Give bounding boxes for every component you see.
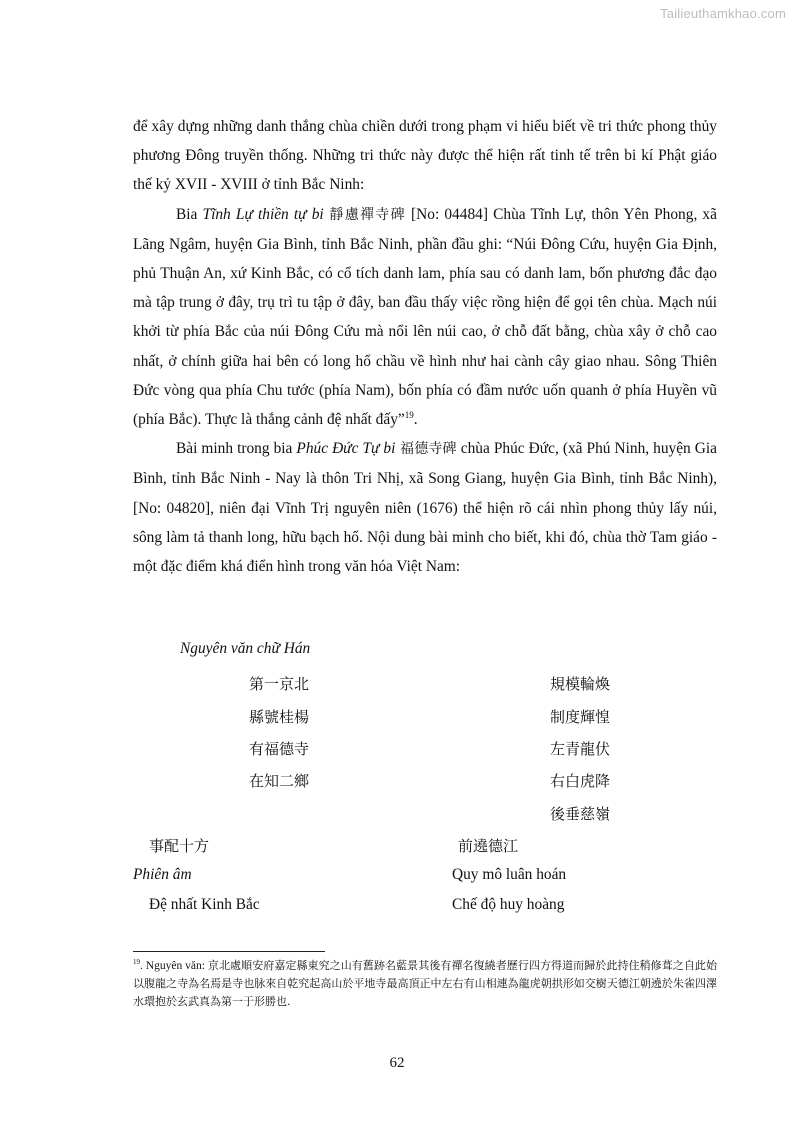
poem-left-line-2: 縣號桂楊 <box>249 708 310 726</box>
p2-body: [No: 04484] Chùa Tĩnh Lự, thôn Yên Phong, xã Lãng Ngâm, huyện Gia Bình, tỉnh Bắc Ninh, phần đầu ghi: “Núi Đông Cứu, huyện Gia Định, phủ Thuận An, xứ Kinh Bắc, có cổ tích danh lam, phía sau có danh lam, bốn phương đắc đạo mà tập trung ở đây, trụ trì tu tập ở đây, ban đầu thấy việc rồng hiện để gọi tên chùa. Mạch núi khởi từ phía Bắc của núi Đông Cứu mà nổi lên núi cao, ở chỗ đất bằng, chùa xây ở chỗ cao nhất, ở chính giữa hai bên có long hổ chầu về hình như hai cành cây giao nhau. Sông Thiên Đức vòng qua phía Chu tước (phía Nam), bốn phía có đầm nước uốn quanh ở phía Huyền vũ (phía Bắc). Thực là thắng cảnh đệ nhất đấy” <box>133 205 717 429</box>
original-text-label: Nguyên văn chữ Hán <box>180 640 311 657</box>
poem-right-line-4: 右白虎降 <box>550 772 611 790</box>
p3-title-han: 福德寺碑 <box>395 441 457 458</box>
footnote-19 <box>133 957 717 1011</box>
paragraph-2 <box>133 200 717 435</box>
p2-title-vn: Tĩnh Lự thiền tự bi <box>202 205 324 223</box>
poem-right-line-3: 左青龍伏 <box>550 740 611 758</box>
poem-left-line-3: 有福德寺 <box>249 740 310 758</box>
body-text <box>133 112 717 581</box>
footnote-ref-19[interactable]: 19 <box>404 409 414 420</box>
footnote-lead: . Nguyên văn: <box>140 960 208 972</box>
poem-right-line-1: 規模輪煥 <box>550 675 611 693</box>
footnote-text: 京北處順安府嘉定縣東究之山有舊跡名藍景其後有禪名復繞者歷行四方得道而歸於此持住稍修葺之自此始以腹龍之寺為名焉是寺也脉來自乾究起高山於平地寺最高頂正中左右有山相連為龍虎朝拱形如交樹天德江朝遶於朱雀四澤水環抱於玄武真為第一于形勝也. <box>133 959 717 1008</box>
phonetic-right-line-1: Chế độ huy hoàng <box>452 896 565 913</box>
p3-title-vn: Phúc Đức Tự bi <box>296 440 396 458</box>
p2-lead: Bia <box>176 205 203 223</box>
paragraph-3 <box>133 434 717 581</box>
phonetic-left-line-1: Đệ nhất Kinh Bắc <box>149 896 260 913</box>
poem-left-line-1: 第一京北 <box>249 675 310 693</box>
p2-end: . <box>413 411 418 429</box>
poem-row6-right: 前遶德江 <box>458 837 519 855</box>
paragraph-1: để xây dựng những danh thắng chùa chiền dưới trong phạm vi hiểu biết về tri thức phong thủy phương Đông truyền thống. Những tri thức này được thể hiện rất tinh tế trên bi kí Phật giáo thế kỷ XVII - XVIII ở tỉnh Bắc Ninh: <box>133 118 717 194</box>
poem-right-line-2: 制度輝惶 <box>550 708 611 726</box>
poem-right-line-5: 後垂慈嶺 <box>550 805 611 823</box>
footnote-number: 19 <box>133 958 140 967</box>
poem-left-line-4: 在知二鄉 <box>249 772 310 790</box>
phonetic-right-line-0: Quy mô luân hoán <box>452 866 567 883</box>
watermark: Tailieuthamkhao.com <box>660 6 786 21</box>
poem-row6-left: 事配十方 <box>149 837 210 855</box>
footnote-divider <box>133 951 325 952</box>
page-number: 62 <box>389 1055 405 1071</box>
p2-title-han: 靜慮禪寺碑 <box>323 206 406 223</box>
phonetic-label: Phiên âm <box>133 866 192 883</box>
p3-lead: Bài minh trong bia <box>176 440 297 458</box>
p3-body: chùa Phúc Đức, (xã Phú Ninh, huyện Gia Bình, tỉnh Bắc Ninh - Nay là thôn Tri Nhị, xã Song Giang, huyện Gia Bình, tỉnh Bắc Ninh), [No: 04820], niên đại Vĩnh Trị nguyên niên (1676) thể hiện rõ cái nhìn phong thủy lấy núi, sông làm tả thanh long, hữu bạch hổ. Nội dung bài minh cho biết, khi đó, chùa thờ Tam giáo - một đặc điểm khá điển hình trong văn hóa Việt Nam: <box>133 440 717 576</box>
